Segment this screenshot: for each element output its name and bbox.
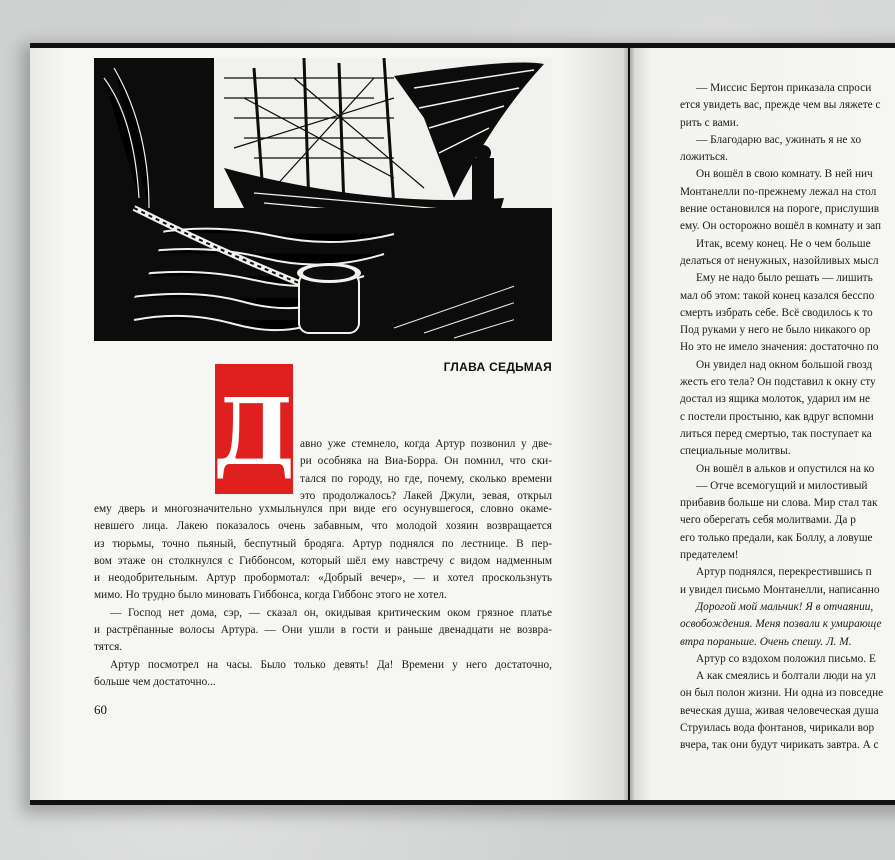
drop-cap: [215, 364, 293, 494]
text-line: мал об этом: такой конец казался бесспо: [680, 289, 875, 302]
text-line: литься перед смертью, так поступает ка: [680, 427, 872, 440]
text-line: — Благодарю вас, ужинать я не хо: [696, 133, 862, 146]
chapter-title: ГЛАВА СЕДЬМАЯ: [443, 360, 552, 374]
text-line: Ему не надо было решать — лишить: [696, 272, 873, 285]
text-line: Но это не имело значения: достаточно по: [680, 341, 879, 354]
text-line: из тюрьмы, точно пьяный, беспутный бродяга. Артур поднялся по лестнице. В пер-: [94, 537, 552, 550]
paragraph-beside-cap: [300, 436, 552, 505]
text-line: с постели простыню, как вдруг вспомни: [680, 410, 874, 423]
text-line: втра пораньше. Очень спешу. Л. М.: [680, 635, 852, 648]
text-line: специальные молитвы.: [680, 445, 791, 458]
text-line: А как смеялись и болтали люди на ул: [696, 670, 876, 683]
harbor-woodcut-svg: [94, 58, 552, 341]
text-line: Артур поднялся, перекрестившись п: [696, 566, 872, 579]
text-line: Он вошёл в альков и опустился на ко: [696, 462, 875, 475]
text-line: Итак, всему конец. Не о чем больше: [696, 237, 871, 250]
text-line: и неодобрительным. Артур пробормотал: «Добрый вечер», — и хотел проскользнуть: [94, 572, 552, 585]
text-line: авно уже стемнело, когда Артур позвонил у две-: [300, 438, 552, 450]
page-number: 60: [94, 702, 107, 717]
drop-cap-letter: Д: [213, 378, 295, 486]
text-line: Он увидел над окном большой гвозд: [696, 358, 873, 371]
text-line: вчера, так они будут чирикать завтра. А с: [680, 739, 879, 752]
text-line: прибавив больше ни слова. Мир стал так: [680, 497, 878, 510]
text-line: — Отче всемогущий и милостивый: [696, 479, 868, 492]
text-line: он был полон жизни. Ни одна из повседне: [680, 687, 884, 700]
text-line: ему дверь и многозначительно ухмыльнулся при виде его осунувшегося, словно окаме-: [94, 503, 552, 515]
text-line: делаться от ненужных, назойливых мысл: [680, 254, 879, 267]
text-line: тался по городу, но где, почему, сколько времени: [300, 472, 552, 485]
text-line: освобождения. Меня позвали к умирающе: [680, 618, 882, 631]
text-line: тятся.: [94, 641, 123, 654]
text-line: Артур со вздохом положил письмо. Е: [696, 652, 876, 665]
text-line: Артур посмотрел на часы. Было только девять! Да! Времени у него достаточно,: [110, 658, 552, 671]
text-line: рить с вами.: [680, 116, 739, 129]
right-page-text: [680, 80, 895, 755]
paragraph-full: [94, 501, 552, 691]
text-line: чего оберегать себя молитвами. Да р: [680, 514, 856, 527]
text-line: Он вошёл в свою комнату. В ней нич: [696, 168, 873, 181]
text-line: ему. Он осторожно вошёл в комнату и зап: [680, 220, 882, 233]
text-line: Струилась вода фонтанов, чирикали вор: [680, 721, 875, 734]
text-line: вом этаже он столкнулся с Гиббонсом, который шёл ему навстречу с видом надменным: [94, 554, 552, 567]
text-line: это продолжалось? Лакей Джули, зевая, открыл: [300, 489, 552, 502]
text-line: ложиться.: [680, 151, 728, 164]
text-line: и растрёпанные волосы Артура. — Они ушли в гости и раньше двенадцати не возвра-: [94, 624, 552, 637]
text-line: мимо. Но трудно было миновать Гиббонса, когда Гиббонс этого не хотел.: [94, 589, 447, 602]
text-line: жесть его тела? Он подставил к окну сту: [680, 376, 876, 389]
text-line: его только предали, как Боллу, а ловуше: [680, 531, 873, 544]
text-line: невшего лица. Лакею показалось очень забавным, что молодой хозяин возвращается: [94, 520, 552, 533]
text-line: Монтанелли по-прежнему лежал на стол: [680, 185, 877, 198]
book-gutter: [624, 48, 634, 800]
text-line: смерть избрать себе. Всё сводилось к то: [680, 306, 873, 319]
text-line: — Миссис Бертон приказала спроси: [696, 82, 872, 94]
text-line: вение остановился на пороге, прислушив: [680, 203, 880, 216]
text-line: — Господ нет дома, сэр, — сказал он, окидывая критическим оком грязное платье: [110, 606, 552, 619]
text-line: предателем!: [680, 549, 739, 562]
text-line: больше чем достаточно...: [94, 675, 216, 688]
text-line: Дорогой мой мальчик! Я в отчаянии,: [696, 600, 874, 613]
text-line: Под руками у него не было никакого ор: [680, 324, 871, 337]
text-line: ри особняка на Виа-Борра. Он помнил, что ски-: [300, 455, 552, 468]
harbor-woodcut-illustration: [94, 58, 552, 341]
text-line: достал из ящика молоток, ударил им не: [680, 393, 871, 406]
text-line: и увидел письмо Монтанелли, написанно: [680, 583, 880, 596]
text-line: ется увидеть вас, прежде чем вы ляжете с: [680, 99, 881, 112]
text-line: веческая душа, живая человеческая душа: [680, 704, 879, 717]
